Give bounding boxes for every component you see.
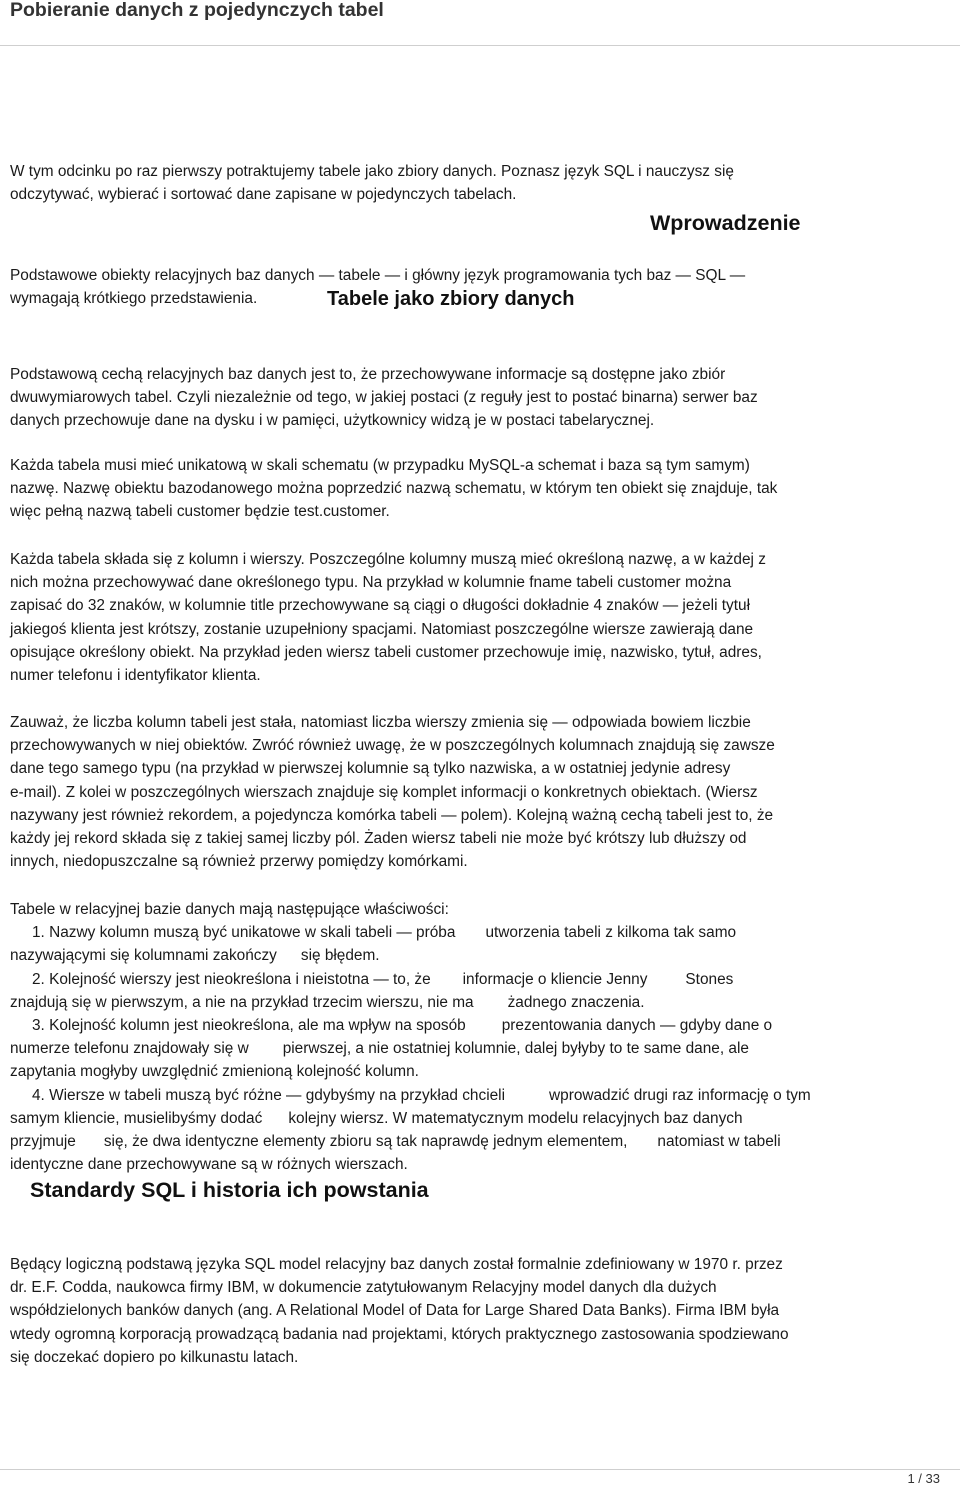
list-item-3-line bbox=[10, 1037, 955, 1060]
list-text: się błędem. bbox=[300, 947, 380, 965]
top-divider bbox=[0, 45, 960, 46]
list-text: numerze telefonu znajdowały się w bbox=[10, 1040, 249, 1058]
text-line: dwuwymiarowych tabel. Czyli niezależnie od tego, w jakiej postaci (z reguły jest to postać binarna) serwer baz bbox=[10, 389, 758, 407]
list-item-1-line bbox=[10, 921, 955, 944]
list-text: Stones bbox=[685, 970, 734, 988]
text-line: jakiegoś klienta jest krótszy, zostanie uzupełniony spacjami. Natomiast poszczególne wiersze zawierają dane bbox=[10, 620, 754, 638]
list-item-4-line: identyczne dane przechowywane są w różnych wierszach. bbox=[10, 1156, 408, 1174]
list-intro: Tabele w relacyjnej bazie danych mają następujące właściwości: bbox=[10, 901, 449, 918]
text-line: Podstawową cechą relacyjnych baz danych jest to, że przechowywane informacje są dostępne jako zbiór bbox=[10, 366, 726, 383]
list-text: pierwszej, a nie ostatniej kolumnie, dalej byłyby to te same dane, ale bbox=[282, 1040, 749, 1058]
list-text: znajdują się w pierwszym, a nie na przykład trzecim wierszu, nie ma bbox=[10, 993, 474, 1011]
paragraph-2 bbox=[10, 454, 955, 524]
list-text: żadnego znaczenia. bbox=[507, 993, 645, 1011]
footer-divider bbox=[0, 1469, 960, 1470]
list-text: utworzenia tabeli z kilkoma tak samo bbox=[485, 924, 737, 942]
standardy-paragraph bbox=[10, 1253, 955, 1369]
text-line: Będący logiczną podstawą języka SQL model relacyjny baz danych został formalnie zdefiniowany w 1970 r. przez bbox=[10, 1256, 783, 1273]
list-item-4-line bbox=[10, 1130, 955, 1153]
text-line: się doczekać dopiero po kilkunastu latach. bbox=[10, 1348, 299, 1366]
list-text: prezentowania danych — gdyby dane o bbox=[501, 1017, 773, 1035]
text-line: nich można przechowywać dane określonego typu. Na przykład w kolumnie fname tabeli customer można bbox=[10, 574, 732, 592]
heading-wprowadzenie: Wprowadzenie bbox=[650, 211, 801, 235]
list-item-3-line: zapytania mogłyby uwzględnić zmienioną kolejność kolumn. bbox=[10, 1063, 419, 1081]
list-text: nazywającymi się kolumnami zakończy bbox=[10, 947, 277, 965]
text-line: odczytywać, wybierać i sortować dane zapisane w pojedynczych tabelach. bbox=[10, 186, 517, 204]
text-line: dane tego samego typu (na przykład w pierwszej kolumnie są tylko nazwiska, a w ostatniej jedynie adresy bbox=[10, 760, 731, 778]
paragraph-1 bbox=[10, 363, 955, 433]
list-item-2-line bbox=[10, 968, 955, 991]
text-line: dr. E.F. Codda, naukowca firmy IBM, w dokumencie zatytułowanym Relacyjny model danych dla dużych bbox=[10, 1279, 717, 1297]
list-item-4-line bbox=[10, 1084, 955, 1107]
text-line: Każda tabela składa się z kolumn i wierszy. Poszczególne kolumny muszą mieć określoną nazwę, a w każdej z bbox=[10, 551, 766, 568]
text-line: wymagają krótkiego przedstawienia. bbox=[10, 290, 258, 308]
list-text: 2. Kolejność wierszy jest nieokreślona i nieistotna — to, że bbox=[32, 970, 431, 988]
text-line: innych, niedopuszczalne są również przerwy pomiędzy komórkami. bbox=[10, 853, 468, 871]
text-line: Każda tabela musi mieć unikatową w skali schematu (w przypadku MySQL-a schemat i baza są tym samym) bbox=[10, 457, 750, 474]
list-text: 1. Nazwy kolumn muszą być unikatowe w skali tabeli — próba bbox=[32, 924, 456, 942]
text-line: więc pełną nazwą tabeli customer będzie test.customer. bbox=[10, 503, 390, 521]
text-line: danych przechowuje dane na dysku i w pamięci, użytkownicy widzą je w postaci tabelarycznej. bbox=[10, 412, 655, 430]
paragraph-3 bbox=[10, 548, 955, 687]
paragraph-4 bbox=[10, 711, 955, 873]
list-item-3-line bbox=[10, 1014, 955, 1037]
list-text: się, że dwa identyczne elementy zbioru są tak naprawdę jednym elementem, bbox=[103, 1133, 628, 1151]
text-line: W tym odcinku po raz pierwszy potraktujemy tabele jako zbiory danych. Poznasz język SQL i nauczysz się bbox=[10, 163, 734, 180]
heading-standardy: Standardy SQL i historia ich powstania bbox=[30, 1178, 429, 1202]
text-line: nazwę. Nazwę obiektu bazodanowego można poprzedzić nazwą schematu, w którym ten obiekt się znajduje, tak bbox=[10, 480, 778, 498]
text-line: wtedy ogromną korporacją prowadzącą badania nad projektami, których praktycznego zastosowania spodziewano bbox=[10, 1325, 789, 1343]
properties-list bbox=[10, 898, 955, 1176]
page-number: 1 / 33 bbox=[907, 1471, 940, 1486]
list-text: przyjmuje bbox=[10, 1133, 76, 1151]
document-title: Pobieranie danych z pojedynczych tabel bbox=[10, 0, 384, 21]
list-item-4-line bbox=[10, 1107, 955, 1130]
text-line: numer telefonu i identyfikator klienta. bbox=[10, 667, 261, 685]
list-item-1-line bbox=[10, 944, 955, 967]
heading-tabele: Tabele jako zbiory danych bbox=[327, 288, 575, 310]
text-line: nazywany jest również rekordem, a pojedyncza komórka tabeli — polem). Kolejną ważną cechą tabeli jest to, że bbox=[10, 806, 774, 824]
text-line: przechowywanych w niej obiektów. Zwróć również uwagę, że w poszczególnych kolumnach znajdują się zawsze bbox=[10, 737, 775, 755]
text-line: e-mail). Z kolei w poszczególnych wierszach znajduje się komplet informacji o konkretnych obiektach. (Wiersz bbox=[10, 783, 758, 801]
text-line: Zauważ, że liczba kolumn tabeli jest stała, natomiast liczba wierszy zmienia się — odpowiada bowiem liczbie bbox=[10, 714, 751, 731]
list-text: informacje o kliencie Jenny bbox=[462, 970, 648, 988]
list-text: 3. Kolejność kolumn jest nieokreślona, ale ma wpływ na sposób bbox=[32, 1017, 466, 1035]
list-text: kolejny wiersz. W matematycznym modelu relacyjnych baz danych bbox=[288, 1109, 743, 1127]
list-text: wprowadzić drugi raz informację o tym bbox=[549, 1086, 811, 1104]
text-line: Podstawowe obiekty relacyjnych baz danych — tabele — i główny język programowania tych baz — SQL — bbox=[10, 267, 746, 284]
text-line: każdy jej rekord składa się z takiej samej liczby pól. Żaden wiersz tabeli nie może być krótszy lub dłuższy od bbox=[10, 830, 747, 848]
list-text: natomiast w tabeli bbox=[657, 1133, 781, 1151]
list-item-2-line bbox=[10, 991, 955, 1014]
text-line: opisujące określony obiekt. Na przykład jeden wiersz tabeli customer przechowuje imię, nazwisko, tytuł, adres, bbox=[10, 643, 762, 661]
list-text: 4. Wiersze w tabeli muszą być różne — gdybyśmy na przykład chcieli bbox=[32, 1086, 506, 1104]
intro-paragraph bbox=[10, 160, 955, 206]
text-line: zapisać do 32 znaków, w kolumnie title przechowywane są ciągi o długości dokładnie 4 znaków — jeżeli tytuł bbox=[10, 597, 750, 615]
text-line: współdzielonych banków danych (ang. A Relational Model of Data for Large Shared Data Banks). Firma IBM była bbox=[10, 1302, 780, 1320]
list-text: samym kliencie, musielibyśmy dodać bbox=[10, 1109, 263, 1127]
